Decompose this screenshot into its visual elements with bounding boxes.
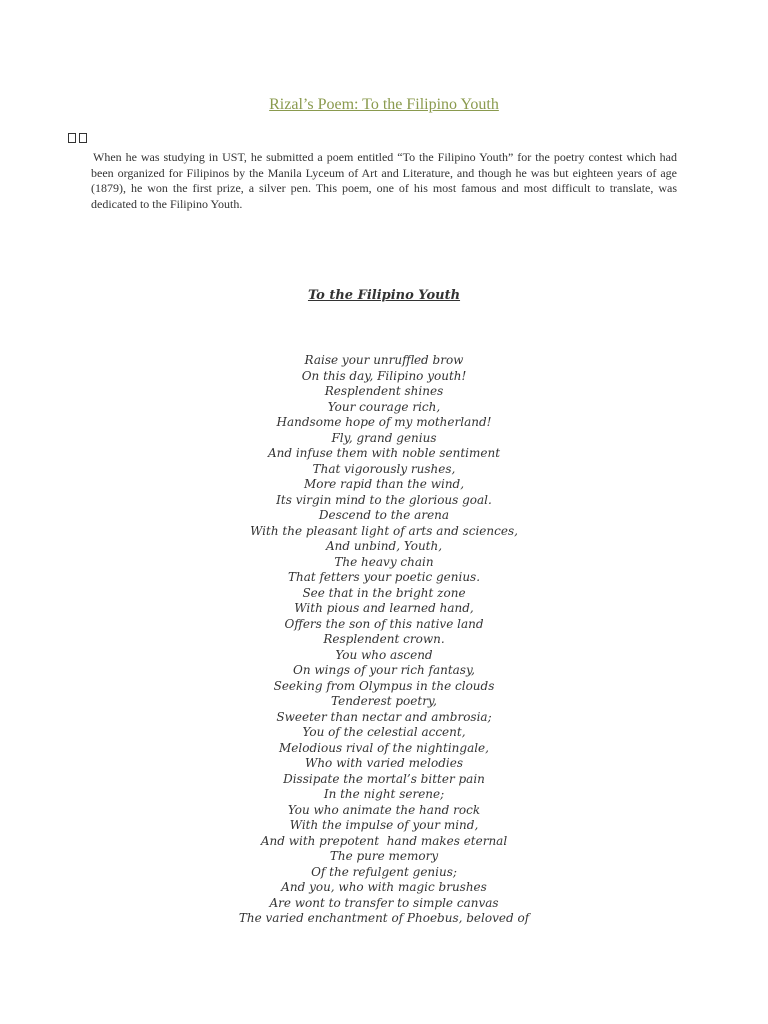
poem-line: Handsome hope of my motherland! bbox=[276, 415, 492, 429]
missing-glyph-icon bbox=[79, 133, 87, 143]
missing-glyph-marks bbox=[68, 133, 87, 143]
poem-line: On this day, Filipino youth! bbox=[301, 368, 467, 383]
poem-line: That vigorously rushes, bbox=[312, 461, 456, 476]
poem-line: Seeking from Olympus in the clouds bbox=[273, 678, 495, 693]
poem-line: You who ascend bbox=[335, 647, 433, 662]
poem-line: Dissipate the mortal’s bitter pain bbox=[283, 771, 485, 786]
poem-line: Who with varied melodies bbox=[304, 756, 463, 770]
poem-line: The heavy chain bbox=[334, 554, 434, 569]
poem-title: To the Filipino Youth bbox=[307, 288, 461, 303]
missing-glyph-icon bbox=[68, 133, 76, 143]
poem-line: And with prepotent hand makes eternal bbox=[260, 833, 508, 848]
poem-line: With the pleasant light of arts and sciences, bbox=[250, 523, 518, 538]
poem-line: Tenderest poetry, bbox=[331, 694, 437, 708]
poem-line: Are wont to transfer to simple canvas bbox=[269, 895, 499, 910]
poem-line: The varied enchantment of Phoebus, beloved of bbox=[238, 911, 530, 925]
poem-line: And you, who with magic brushes bbox=[281, 880, 487, 894]
poem-line: You of the celestial accent, bbox=[302, 725, 466, 739]
poem-line: Its virgin mind to the glorious goal. bbox=[276, 492, 492, 507]
poem-line: Resplendent crown. bbox=[323, 632, 445, 646]
poem-line: Your courage rich, bbox=[327, 399, 441, 414]
poem-line: Of the refulgent genius; bbox=[311, 864, 457, 879]
poem-line: Offers the son of this native land bbox=[284, 616, 484, 631]
poem-line: On wings of your rich fantasy, bbox=[293, 663, 475, 677]
poem-line: The pure memory bbox=[329, 849, 439, 863]
poem-line: Sweeter than nectar and ambrosia; bbox=[276, 709, 492, 724]
poem-line: More rapid than the wind, bbox=[303, 477, 465, 491]
poem-line: Resplendent shines bbox=[324, 384, 444, 398]
poem-body bbox=[0, 353, 768, 927]
poem-line: Raise your unruffled brow bbox=[304, 353, 464, 367]
poem-line: With pious and learned hand, bbox=[294, 601, 474, 615]
poem-line: And infuse them with noble sentiment bbox=[267, 446, 501, 460]
poem-line: With the impulse of your mind, bbox=[289, 818, 479, 832]
intro-paragraph: When he was studying in UST, he submitted a poem entitled “To the Filipino Youth” for the poetry contest which had been organized for Filipinos by the Manila Lyceum of Art and Literature, and though he was but eighteen years of age (1879), he won the first prize, a silver pen. This poem, one of his most famous and most difficult to translate, was dedicated to the Filipino Youth. bbox=[91, 150, 677, 211]
poem-line: Melodious rival of the nightingale, bbox=[279, 740, 489, 755]
document-title: Rizal’s Poem: To the Filipino Youth bbox=[269, 96, 499, 113]
poem-line: In the night serene; bbox=[323, 787, 445, 801]
poem-line: You who animate the hand rock bbox=[287, 802, 481, 817]
poem-line: And unbind, Youth, bbox=[325, 539, 443, 553]
poem-line: That fetters your poetic genius. bbox=[287, 570, 481, 584]
poem-line: See that in the bright zone bbox=[302, 585, 466, 600]
poem-line: Descend to the arena bbox=[318, 508, 450, 522]
poem-line: Fly, grand genius bbox=[331, 430, 437, 445]
